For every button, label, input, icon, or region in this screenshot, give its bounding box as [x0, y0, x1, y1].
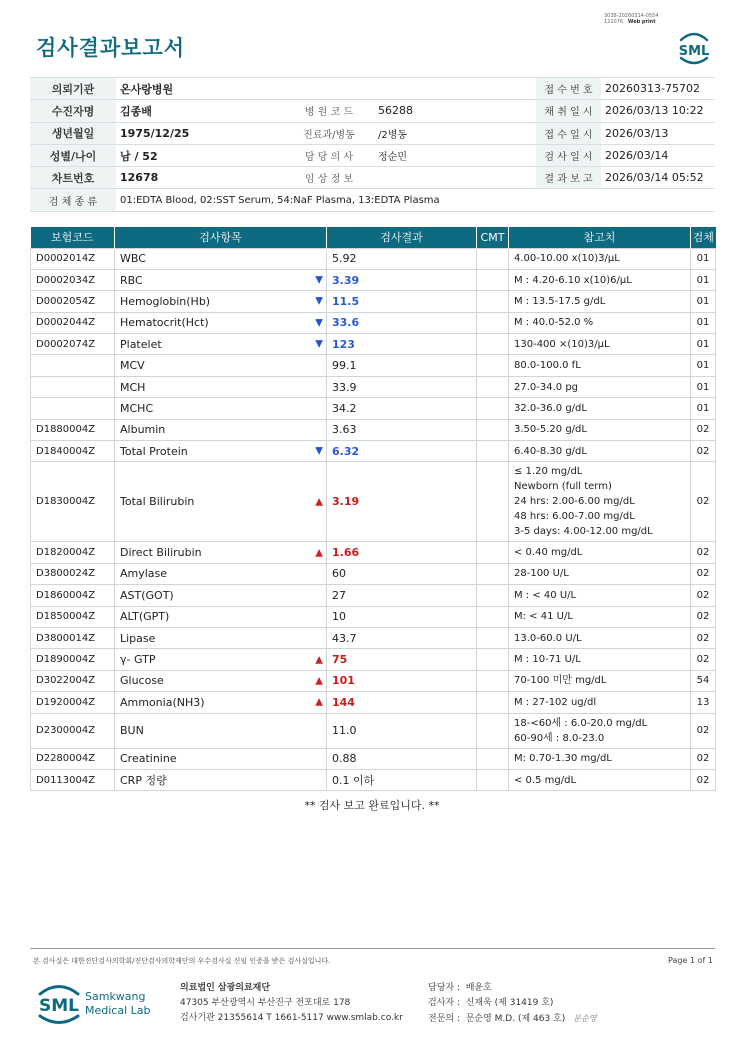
cmt-cell [477, 291, 509, 312]
insurance-code: D1850004Z [31, 606, 115, 627]
result-row [31, 248, 716, 269]
reference-range [509, 542, 691, 563]
test-result: 60 [327, 563, 477, 584]
test-item [115, 291, 327, 312]
reference-line: 60-90세 : 8.0-23.0 [514, 732, 605, 744]
column-header: 참고치 [509, 227, 691, 248]
org-address: 47305 부산광역시 부산진구 전포대로 178 [180, 998, 351, 1008]
result-row [31, 606, 716, 627]
reference-range [509, 248, 691, 269]
column-header: CMT [477, 227, 509, 248]
reference-line: 4.00-10.00 x(10)3/μL [514, 253, 620, 265]
certification-note: 본 검사실은 대한진단검사의학회/진단검사의학재단의 우수검사실 신임 인증을 받은 검사실입니다. [33, 957, 331, 965]
reference-line: M : 40.0-52.0 % [514, 317, 594, 329]
specimen-code: 02 [691, 769, 716, 790]
reference-line: 13.0-60.0 U/L [514, 632, 582, 644]
specimen-code: 13 [691, 692, 716, 713]
print-code: 121076 [604, 19, 624, 25]
footer-logo-line2: Medical Lab [85, 1004, 151, 1017]
result-row [31, 376, 716, 397]
reference-range [509, 627, 691, 648]
test-item [115, 748, 327, 769]
test-item-name: Direct Bilirubin [120, 546, 202, 560]
test-item-name: Hemoglobin(Hb) [120, 294, 211, 308]
test-item [115, 649, 327, 670]
result-row [31, 692, 716, 713]
specimen-label: 검 체 종 류 [30, 189, 116, 211]
test-item [115, 670, 327, 691]
test-result: 3.39 [327, 269, 477, 290]
test-item [115, 398, 327, 419]
hospital-code-value: 56288 [374, 100, 494, 122]
reference-range [509, 713, 691, 748]
institution-label: 의뢰기관 [30, 78, 116, 100]
test-item [115, 355, 327, 376]
staff-name: 배윤호 [465, 983, 492, 993]
column-header: 보험코드 [31, 227, 115, 248]
reference-range [509, 649, 691, 670]
test-item [115, 606, 327, 627]
cmt-cell [477, 606, 509, 627]
reference-range [509, 376, 691, 397]
test-item-name: CRP 정량 [120, 774, 167, 788]
reference-line: 80.0-100.0 fL [514, 360, 581, 372]
footer-logo-sml: SML [39, 996, 79, 1016]
dob-value: 1975/12/25 [116, 122, 284, 144]
cmt-cell [477, 334, 509, 355]
clinical-label: 임 상 정 보 [284, 167, 374, 189]
high-flag-icon: ▲ [315, 675, 323, 687]
test-item-name: Total Protein [120, 444, 188, 458]
cmt-cell [477, 542, 509, 563]
received-value: 2026/03/13 [601, 122, 715, 144]
insurance-code: D0113004Z [31, 769, 115, 790]
collected-label: 채 취 일 시 [536, 100, 601, 122]
test-result: 34.2 [327, 398, 477, 419]
test-item [115, 542, 327, 563]
sml-logo-text: SML [678, 44, 710, 59]
test-item [115, 376, 327, 397]
test-item-name: Lipase [120, 631, 156, 645]
result-row [31, 748, 716, 769]
low-flag-icon: ▼ [315, 338, 323, 350]
reference-range [509, 419, 691, 440]
test-result: 3.63 [327, 419, 477, 440]
insurance-code: D1890004Z [31, 649, 115, 670]
high-flag-icon: ▲ [315, 696, 323, 708]
test-item-name: AST(GOT) [120, 588, 174, 602]
insurance-code: D1840004Z [31, 441, 115, 462]
reference-range [509, 334, 691, 355]
reference-line: 24 hrs: 2.00-6.00 mg/dL [514, 496, 635, 508]
insurance-code: D3800014Z [31, 627, 115, 648]
cmt-cell [477, 398, 509, 419]
test-item [115, 692, 327, 713]
specimen-code: 02 [691, 713, 716, 748]
tested-label: 검 사 일 시 [536, 144, 601, 166]
insurance-code: D1920004Z [31, 692, 115, 713]
cmt-cell [477, 748, 509, 769]
test-item [115, 419, 327, 440]
reference-range [509, 670, 691, 691]
test-item [115, 627, 327, 648]
test-item-name: Hematocrit(Hct) [120, 316, 209, 330]
specimen-code: 54 [691, 670, 716, 691]
institution-value: 온사랑병원 [116, 78, 494, 100]
specimen-code: 01 [691, 312, 716, 333]
test-result: 123 [327, 334, 477, 355]
dept-value: /2병동 [374, 122, 494, 144]
reference-line: 32.0-36.0 g/dL [514, 402, 587, 414]
test-result: 10 [327, 606, 477, 627]
sml-logo-icon [676, 26, 712, 66]
insurance-code [31, 355, 115, 376]
chart-no-value: 12678 [116, 167, 284, 189]
test-item-name: Amylase [120, 567, 168, 581]
insurance-code: D0002044Z [31, 312, 115, 333]
test-result: 101 [327, 670, 477, 691]
reference-line: M: 0.70-1.30 mg/dL [514, 753, 612, 765]
column-header: 검체 [691, 227, 716, 248]
cmt-cell [477, 649, 509, 670]
result-row [31, 355, 716, 376]
reference-line: M : 4.20-6.10 x(10)6/μL [514, 274, 632, 286]
reference-line: 3.50-5.20 g/dL [514, 424, 587, 436]
organization-block [180, 981, 403, 1026]
test-item-name: Glucose [120, 674, 164, 688]
cmt-cell [477, 627, 509, 648]
test-item-name: MCHC [120, 401, 154, 415]
test-item [115, 769, 327, 790]
reference-line: 130-400 ×(10)3/μL [514, 338, 610, 350]
results-table [30, 227, 716, 791]
dept-label: 진료과/병동 [284, 122, 374, 144]
test-result: 43.7 [327, 627, 477, 648]
reported-value: 2026/03/14 05:52 [601, 167, 715, 189]
result-row [31, 441, 716, 462]
test-item [115, 312, 327, 333]
page-number: Page 1 of 1 [668, 956, 713, 965]
signature: 문순영 [573, 1014, 597, 1023]
print-info [604, 13, 659, 25]
test-result: 5.92 [327, 248, 477, 269]
reported-label: 결 과 보 고 [536, 167, 601, 189]
reference-range [509, 692, 691, 713]
specimen-code: 01 [691, 248, 716, 269]
reference-range [509, 462, 691, 542]
insurance-code: D0002074Z [31, 334, 115, 355]
insurance-code: D3800024Z [31, 563, 115, 584]
test-result: 75 [327, 649, 477, 670]
cmt-cell [477, 355, 509, 376]
cmt-cell [477, 670, 509, 691]
patient-label: 수진자명 [30, 100, 116, 122]
dob-label: 생년월일 [30, 122, 116, 144]
low-flag-icon: ▼ [315, 317, 323, 329]
staff-role: 전문의 : [428, 1014, 460, 1024]
staff-role: 담당자 : [428, 983, 460, 993]
low-flag-icon: ▼ [315, 295, 323, 307]
samkwang-logo-icon [37, 980, 163, 1026]
cmt-cell [477, 269, 509, 290]
test-item [115, 462, 327, 542]
test-item [115, 248, 327, 269]
insurance-code: D2280004Z [31, 748, 115, 769]
specimen-code: 02 [691, 585, 716, 606]
doctor-label: 담 당 의 사 [284, 144, 374, 166]
reference-line: M : 13.5-17.5 g/dL [514, 295, 606, 307]
received-label: 접 수 일 시 [536, 122, 601, 144]
result-row [31, 419, 716, 440]
specimen-code: 01 [691, 376, 716, 397]
reference-range [509, 769, 691, 790]
staff-role: 검사자 : [428, 998, 460, 1008]
collected-value: 2026/03/13 10:22 [601, 100, 715, 122]
reference-line: 6.40-8.30 g/dL [514, 445, 587, 457]
specimen-code: 01 [691, 398, 716, 419]
test-item-name: WBC [120, 252, 146, 266]
high-flag-icon: ▲ [315, 547, 323, 559]
reference-range [509, 441, 691, 462]
specimen-code: 02 [691, 649, 716, 670]
specimen-code: 02 [691, 419, 716, 440]
footer-logo-line1: Samkwang [85, 990, 146, 1003]
test-item-name: Total Bilirubin [120, 495, 195, 509]
insurance-code: D2300004Z [31, 713, 115, 748]
cmt-cell [477, 713, 509, 748]
test-item-name: Albumin [120, 423, 166, 437]
specimen-code: 01 [691, 355, 716, 376]
reference-line: M : < 40 U/L [514, 589, 577, 601]
result-row [31, 713, 716, 748]
insurance-code: D1830004Z [31, 462, 115, 542]
specimen-code: 02 [691, 542, 716, 563]
chart-no-label: 차트번호 [30, 167, 116, 189]
specimen-code: 02 [691, 748, 716, 769]
reference-line: M : 27-102 ug/dl [514, 696, 597, 708]
reference-line: 18-<60세 : 6.0-20.0 mg/dL [514, 717, 648, 729]
result-row [31, 291, 716, 312]
column-header: 검사항목 [115, 227, 327, 248]
reference-line: ≤ 1.20 mg/dL [514, 466, 583, 478]
report-complete-text: ** 검사 보고 완료입니다. ** [304, 799, 440, 812]
test-item-name: ALT(GPT) [120, 610, 170, 624]
cmt-cell [477, 769, 509, 790]
specimen-code: 02 [691, 627, 716, 648]
test-item-name: Platelet [120, 337, 162, 351]
test-result: 6.32 [327, 441, 477, 462]
insurance-code: D0002054Z [31, 291, 115, 312]
low-flag-icon: ▼ [315, 274, 323, 286]
reference-line: 3-5 days: 4.00-12.00 mg/dL [514, 526, 653, 538]
hospital-code-label: 병 원 코 드 [284, 100, 374, 122]
reference-line: 27.0-34.0 pg [514, 381, 579, 393]
tested-value: 2026/03/14 [601, 144, 715, 166]
insurance-code: D1860004Z [31, 585, 115, 606]
column-header: 검사결과 [327, 227, 477, 248]
specimen-code: 01 [691, 269, 716, 290]
result-row [31, 312, 716, 333]
test-item [115, 585, 327, 606]
test-item [115, 563, 327, 584]
test-result: 0.88 [327, 748, 477, 769]
specimen-code: 02 [691, 441, 716, 462]
reference-range [509, 291, 691, 312]
reference-range [509, 355, 691, 376]
test-item-name: γ- GTP [120, 653, 156, 667]
test-item-name: Creatinine [120, 752, 177, 766]
reference-line: Newborn (full term) [514, 481, 612, 493]
reference-range [509, 606, 691, 627]
test-item-name: RBC [120, 273, 143, 287]
cmt-cell [477, 692, 509, 713]
org-contact: 검사기관 21355614 T 1661-5117 www.smlab.co.kr [180, 1013, 403, 1023]
reference-range [509, 269, 691, 290]
result-row [31, 670, 716, 691]
specimen-code: 02 [691, 462, 716, 542]
print-mode: Web print [627, 19, 656, 25]
result-row [31, 334, 716, 355]
sex-age-value: 남 / 52 [116, 144, 284, 166]
cmt-cell [477, 441, 509, 462]
patient-value: 김종배 [116, 100, 284, 122]
footer-divider [30, 948, 715, 949]
reference-line: M: < 41 U/L [514, 611, 573, 623]
insurance-code: D0002014Z [31, 248, 115, 269]
staff-block [428, 981, 596, 1027]
insurance-code: D3022004Z [31, 670, 115, 691]
test-result: 27 [327, 585, 477, 606]
reference-line: 70-100 미만 mg/dL [514, 675, 607, 687]
result-row [31, 649, 716, 670]
cmt-cell [477, 419, 509, 440]
test-item [115, 441, 327, 462]
org-name: 의료법인 삼광의료재단 [180, 983, 271, 993]
test-item [115, 334, 327, 355]
reference-line: < 0.5 mg/dL [514, 774, 577, 786]
high-flag-icon: ▲ [315, 496, 323, 508]
result-row [31, 585, 716, 606]
page-title: 검사결과보고서 [36, 36, 186, 60]
reference-range [509, 748, 691, 769]
cmt-cell [477, 312, 509, 333]
cmt-cell [477, 376, 509, 397]
staff-name: 문순영 M.D. (제 463 호) [465, 1014, 566, 1024]
specimen-value: 01:EDTA Blood, 02:SST Serum, 54:NaF Plasma, 13:EDTA Plasma [116, 189, 715, 211]
insurance-code: D0002034Z [31, 269, 115, 290]
print-id: 3038-20260314-0554 [604, 13, 659, 19]
insurance-code [31, 398, 115, 419]
test-item-name: MCV [120, 359, 145, 373]
test-result: 0.1 이하 [327, 769, 477, 790]
cmt-cell [477, 585, 509, 606]
result-row [31, 398, 716, 419]
reference-line: 28-100 U/L [514, 568, 569, 580]
test-item-name: Ammonia(NH3) [120, 695, 205, 709]
reference-range [509, 585, 691, 606]
test-item-name: BUN [120, 724, 144, 738]
specimen-code: 01 [691, 334, 716, 355]
cmt-cell [477, 248, 509, 269]
result-row [31, 627, 716, 648]
test-result: 144 [327, 692, 477, 713]
test-result: 33.9 [327, 376, 477, 397]
test-item-name: MCH [120, 380, 146, 394]
sex-age-label: 성별/나이 [30, 144, 116, 166]
test-result: 1.66 [327, 542, 477, 563]
insurance-code: D1880004Z [31, 419, 115, 440]
patient-info-table [30, 77, 715, 212]
staff-name: 신재욱 (제 31419 호) [465, 998, 554, 1008]
test-item [115, 269, 327, 290]
specimen-code: 02 [691, 606, 716, 627]
cmt-cell [477, 563, 509, 584]
test-result: 3.19 [327, 462, 477, 542]
specimen-code: 01 [691, 291, 716, 312]
high-flag-icon: ▲ [315, 654, 323, 666]
result-row [31, 563, 716, 584]
results-header-row [31, 227, 716, 248]
test-result: 11.0 [327, 713, 477, 748]
test-result: 33.6 [327, 312, 477, 333]
reference-range [509, 563, 691, 584]
reference-range [509, 398, 691, 419]
result-row [31, 769, 716, 790]
cmt-cell [477, 462, 509, 542]
specimen-code: 02 [691, 563, 716, 584]
result-row [31, 269, 716, 290]
test-item [115, 713, 327, 748]
reference-line: M : 10-71 U/L [514, 654, 581, 666]
reference-range [509, 312, 691, 333]
doctor-value: 정순민 [374, 144, 494, 166]
receipt-no-value: 20260313-75702 [601, 78, 715, 100]
clinical-value [374, 167, 494, 189]
reference-line: 48 hrs: 6.00-7.00 mg/dL [514, 511, 635, 523]
result-row [31, 462, 716, 542]
receipt-no-label: 접 수 번 호 [536, 78, 601, 100]
reference-line: < 0.40 mg/dL [514, 547, 583, 559]
insurance-code [31, 376, 115, 397]
result-row [31, 542, 716, 563]
low-flag-icon: ▼ [315, 445, 323, 457]
test-result: 99.1 [327, 355, 477, 376]
insurance-code: D1820004Z [31, 542, 115, 563]
test-result: 11.5 [327, 291, 477, 312]
